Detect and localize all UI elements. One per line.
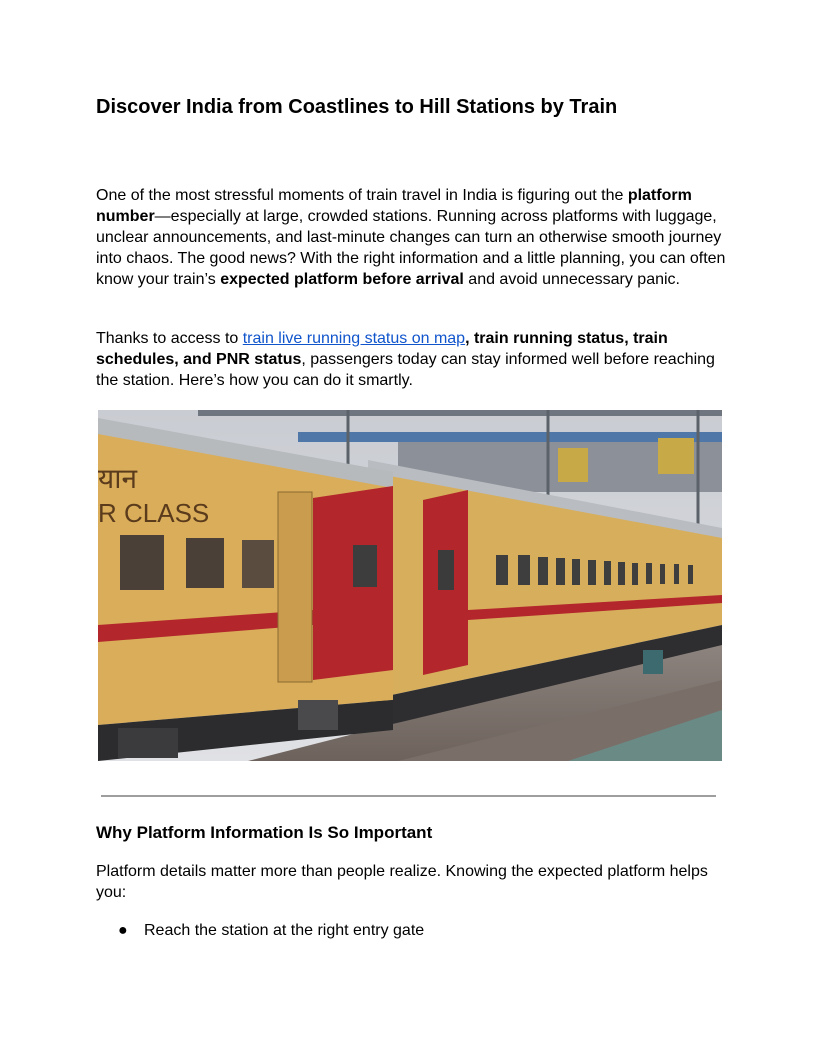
coach-hindi-text: यान: [98, 463, 138, 494]
train-photo: [98, 410, 722, 761]
access-text-2: , passengers today can stay informed well before reaching the station. Here’s how you can do it smartly.: [96, 351, 715, 389]
intro-bold-2: expected platform before arrival: [220, 271, 464, 288]
live-status-map-link[interactable]: train live running status on map: [242, 330, 466, 347]
bullet-icon: ●: [118, 922, 128, 939]
access-bold-1: , train running status, train schedules, and PNR status: [96, 330, 668, 368]
access-paragraph: [96, 328, 726, 391]
horizontal-divider: [101, 795, 716, 797]
page-title: Discover India from Coastlines to Hill Stations by Train: [96, 96, 618, 118]
access-text-1: Thanks to access to: [96, 330, 243, 347]
intro-text-1: One of the most stressful moments of train travel in India is figuring out the: [96, 187, 628, 204]
section-heading: Why Platform Information Is So Important: [96, 823, 433, 842]
section-intro-paragraph: Platform details matter more than people realize. Knowing the expected platform helps you:: [96, 863, 708, 901]
intro-text-2: —especially at large, crowded stations. Running across platforms with luggage, unclear announcements, and last-minute changes can turn an otherwise smooth journey into chaos. The good news? With the right information and a little planning, you can often know your train’s: [96, 208, 726, 288]
intro-bold-1: platform number: [96, 187, 692, 225]
list-item: [118, 920, 424, 941]
intro-paragraph: [96, 185, 726, 290]
coach-class-text: R CLASS: [98, 498, 210, 528]
list-item-text: Reach the station at the right entry gate: [144, 922, 425, 939]
intro-text-3: and avoid unnecessary panic.: [463, 271, 680, 288]
